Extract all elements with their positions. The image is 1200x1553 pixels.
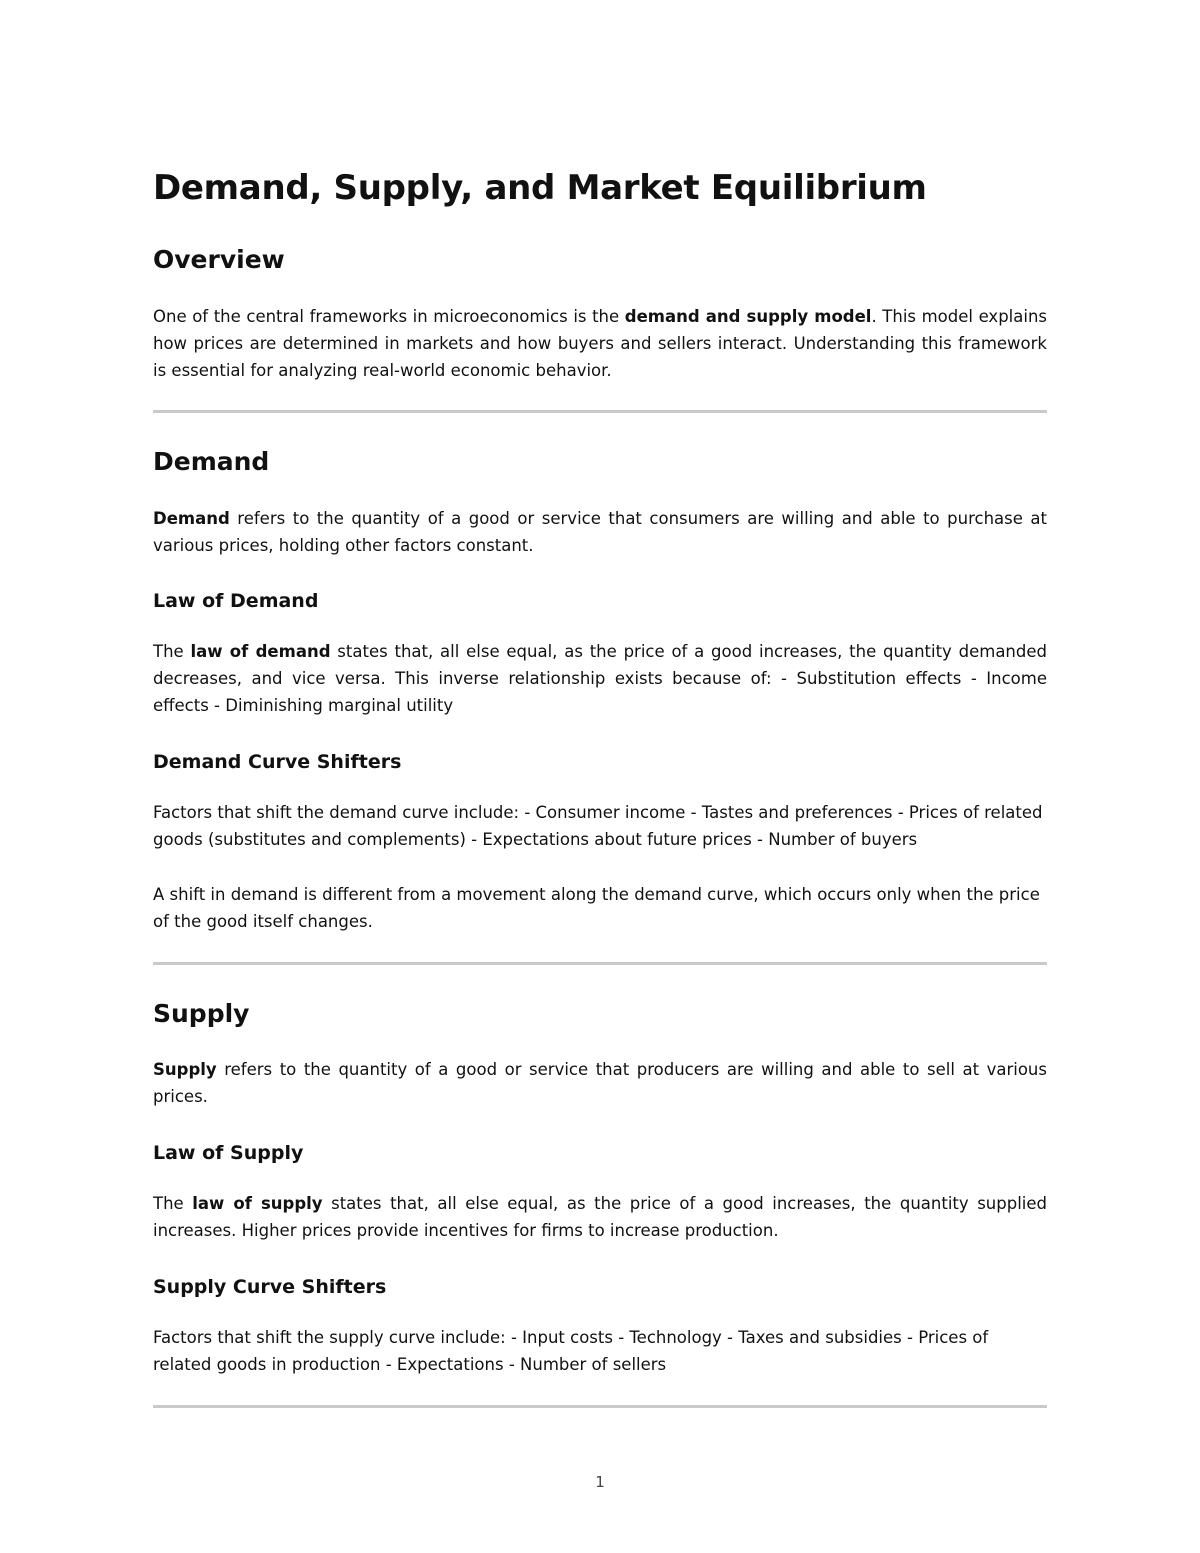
law-of-supply-heading: Law of Supply xyxy=(153,1142,304,1164)
bold-term: law of demand xyxy=(190,642,331,661)
supply-shifters-paragraph: Factors that shift the supply curve include: - Input costs - Technology - Taxes and subsidies - Prices of related goods in production - Expectations - Number of sellers xyxy=(153,1328,989,1374)
demand-shift-note-paragraph: A shift in demand is different from a movement along the demand curve, which occurs only when the price of the good itself changes. xyxy=(153,885,1040,931)
law-of-demand-paragraph: The law of demand states that, all else equal, as the price of a good increases, the quantity demanded decreases, and vice versa. This inverse relationship exists because of: - Substitution effects - Income effects - Diminishing marginal utility xyxy=(153,642,1047,715)
bold-term: Demand xyxy=(153,509,230,528)
supply-heading: Supply xyxy=(153,999,250,1028)
document-title: Demand, Supply, and Market Equilibrium xyxy=(153,168,927,208)
demand-shifters-paragraph: Factors that shift the demand curve include: - Consumer income - Tastes and preferences - Prices of related goods (substitutes and complements) - Expectations about future prices - Number of buyers xyxy=(153,803,1043,849)
section-divider xyxy=(153,410,1047,413)
law-of-supply-paragraph: The law of supply states that, all else equal, as the price of a good increases, the quantity supplied increases. Higher prices provide incentives for firms to increase production. xyxy=(153,1194,1048,1240)
page-number: 1 xyxy=(595,1473,605,1491)
bold-term: demand and supply model xyxy=(624,307,872,326)
section-divider xyxy=(153,1405,1047,1408)
demand-intro-paragraph: Demand refers to the quantity of a good or service that consumers are willing and able to purchase at various prices, holding other factors constant. xyxy=(153,509,1047,555)
section-divider xyxy=(153,962,1047,965)
overview-heading: Overview xyxy=(153,245,285,274)
bold-term: Supply xyxy=(153,1060,217,1079)
demand-heading: Demand xyxy=(153,447,270,476)
demand-shifters-heading: Demand Curve Shifters xyxy=(153,751,402,773)
law-of-demand-heading: Law of Demand xyxy=(153,590,319,612)
bold-term: law of supply xyxy=(192,1194,323,1213)
overview-paragraph: One of the central frameworks in microeconomics is the demand and supply model. This model explains how prices are determined in markets and how buyers and sellers interact. Understanding this framework is essential for analyzing real-world economic behavior. xyxy=(153,307,1047,380)
supply-intro-paragraph: Supply refers to the quantity of a good or service that producers are willing and able to sell at various prices. xyxy=(153,1060,1047,1106)
supply-shifters-heading: Supply Curve Shifters xyxy=(153,1276,387,1298)
